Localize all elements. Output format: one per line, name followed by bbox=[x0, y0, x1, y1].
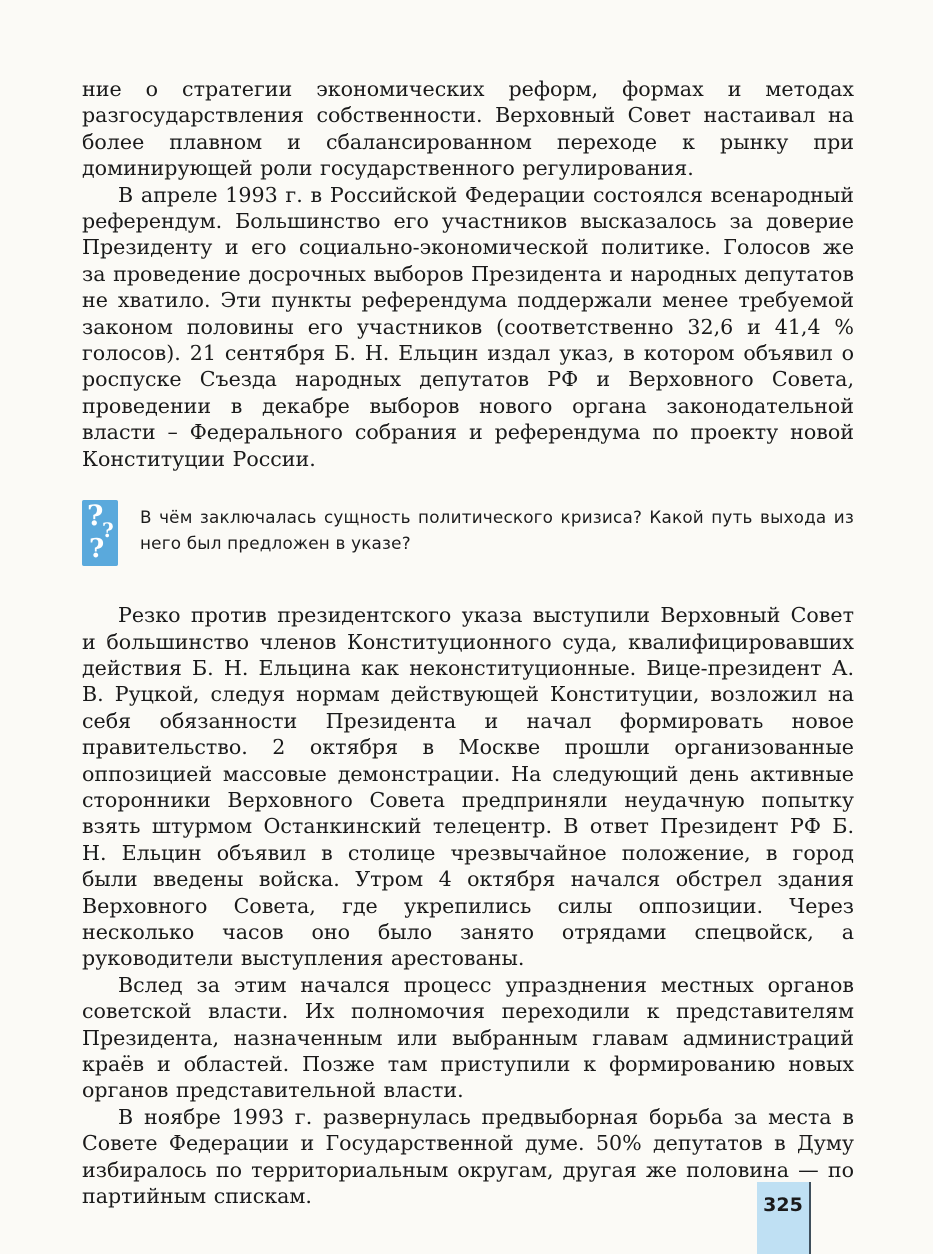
paragraph-3: Резко против президентского указа выступили Верховный Совет и большинство членов Конституционного суда, квалифицировавших действия Б. Н. Ельцина как неконституционные. Вице-президент А. В. Руцкой, следуя нормам действующей Конституции, возложил на себя обязанности Президента и начал формировать новое правительство. 2 октября в Москве прошли организованные оппозицией массовые демонстрации. На следующий день активные сторонники Верховного Совета предприняли неудачную попытку взять штурмом Останкинский телецентр. В ответ Президент РФ Б. Н. Ельцин объявил в столице чрезвычайное положение, в город были введены войска. Утром 4 октября начался обстрел здания Верховного Совета, где укрепились силы оппозиции. Через несколько часов оно было занято отрядами спецвойск, а руководители выступления арестованы. bbox=[82, 603, 854, 971]
paragraph-4: Вслед за этим начался процесс упразднения местных органов советской власти. Их полномочия переходили к представителям Президента, назначенным или выбранным главам администраций краёв и областей. Позже там приступили к формированию новых органов представительной власти. bbox=[82, 972, 854, 1103]
question-text: В чём заключалась сущность политического кризиса? Какой путь выхода из него был предложен в указе? bbox=[140, 507, 854, 554]
page-number-tab bbox=[757, 1182, 809, 1254]
page-edge-line bbox=[809, 1182, 811, 1254]
question-marks-icon: ? ? ? bbox=[82, 500, 118, 566]
paragraph-1: ние о стратегии экономических реформ, формах и методах разгосударствления собственности. Верховный Совет настаивал на более плавном и сбалансированном переходе к рынку при доминирующей роли государственного регулирования. bbox=[82, 77, 854, 181]
page-number: 325 bbox=[763, 1194, 803, 1216]
page-content bbox=[82, 76, 854, 1209]
question-block bbox=[82, 499, 854, 568]
paragraph-5: В ноябре 1993 г. развернулась предвыборная борьба за места в Совете Федерации и Государственной думе. 50% депутатов в Думу избиралось по территориальным округам, другая же половина — по партийным спискам. bbox=[82, 1104, 854, 1209]
paragraph-2: В апреле 1993 г. в Российской Федерации состоялся всенародный референдум. Большинство его участников высказалось за доверие Президенту и его социально-экономической политике. Голосов же за проведение досрочных выборов Президента и народных депутатов не хватило. Эти пункты референдума поддержали менее требуемой законом половины его участников (соответственно 32,6 и 41,4 % голосов). 21 сентября Б. Н. Ельцин издал указ, в котором объявил о роспуске Съезда народных депутатов РФ и Верховного Совета, проведении в декабре выборов нового органа законодательной власти – Федерального собрания и референдума по проекту новой Конституции России. bbox=[82, 182, 854, 471]
